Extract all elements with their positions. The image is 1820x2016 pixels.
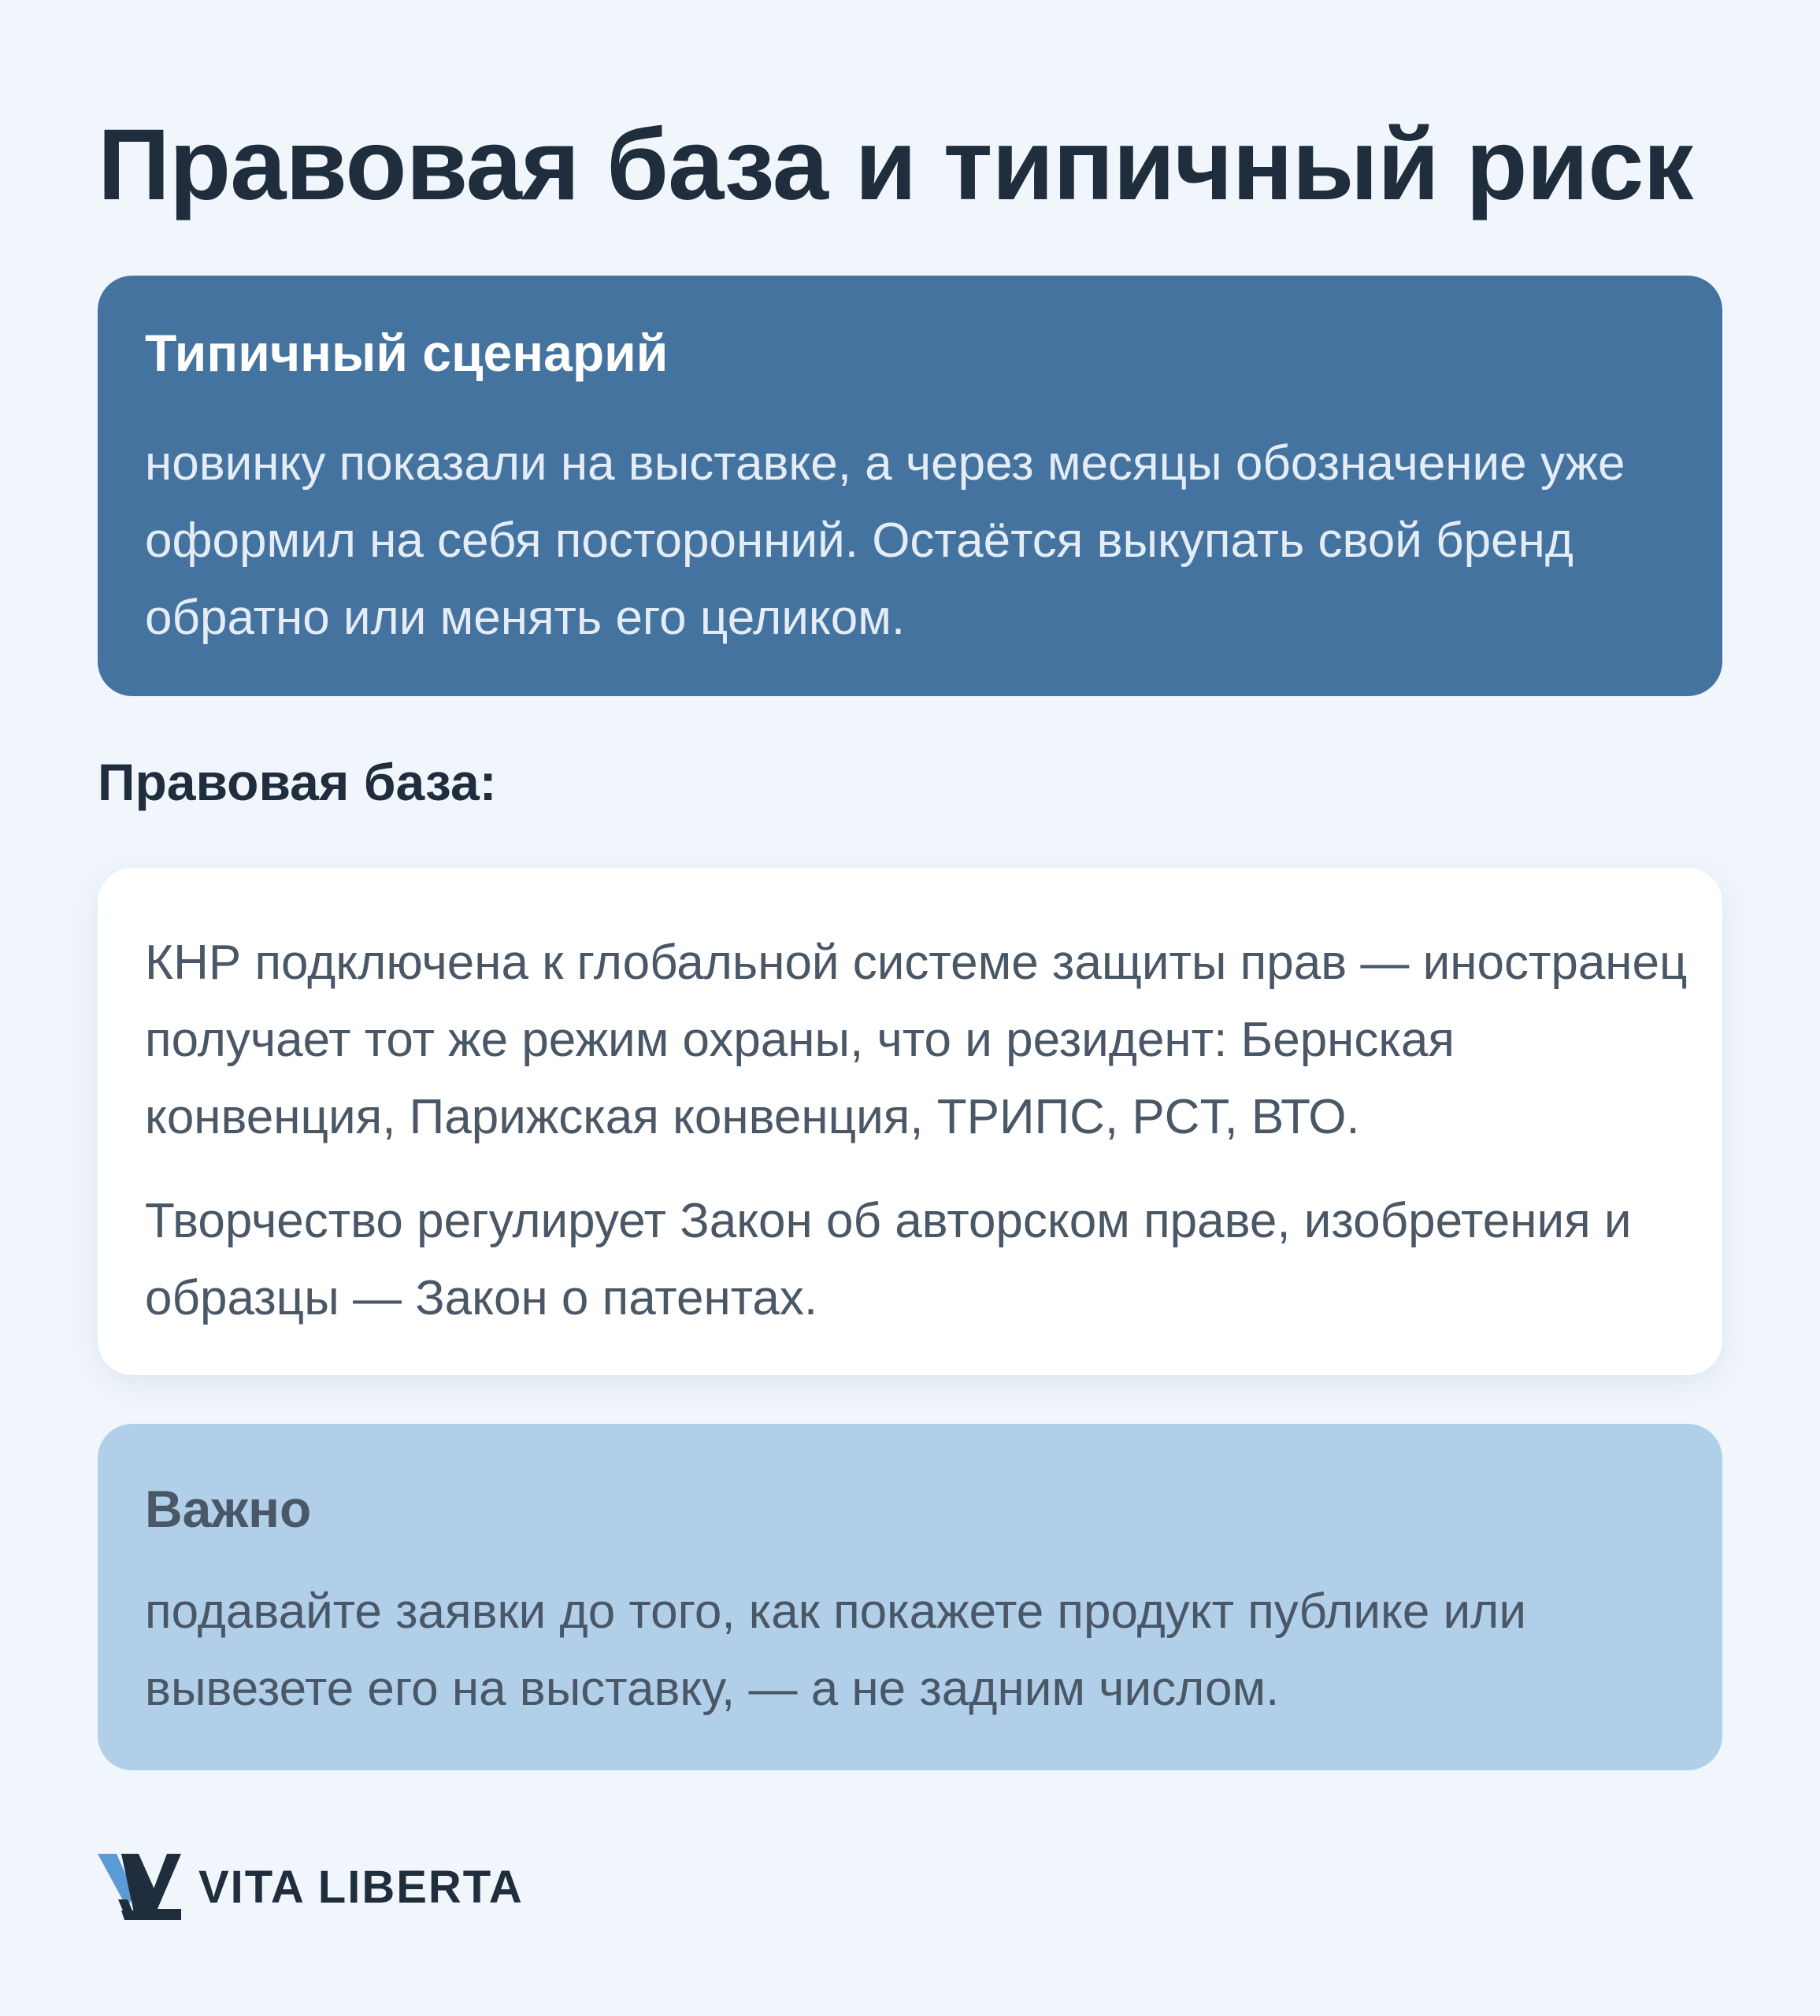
important-title: Важно bbox=[145, 1480, 312, 1538]
scenario-title: Типичный сценарий bbox=[145, 324, 669, 382]
brand-footer bbox=[98, 1854, 524, 1920]
important-text: подавайте заявки до того, как покажете продукт публике или вывезете его на выставку, — а не задним числом. bbox=[145, 1584, 1526, 1716]
vl-monogram-icon bbox=[98, 1854, 181, 1920]
scenario-text: новинку показали на выставке, а через месяцы обозначение уже оформил на себя посторонний. Остаётся выкупать свой бренд обратно или менять его целиком. bbox=[145, 436, 1625, 645]
legal-basis-heading: Правовая база: bbox=[98, 753, 497, 811]
legal-basis-paragraph-2: Творчество регулирует Закон об авторском праве, изобретения и образцы — Закон о патентах. bbox=[145, 1194, 1632, 1325]
important-card bbox=[98, 1424, 1722, 1770]
page-title: Правовая база и типичный риск bbox=[98, 109, 1693, 221]
legal-basis-paragraph-1: КНР подключена к глобальной системе защиты прав — иностранец получает тот же режим охраны, что и резидент: Бернская конвенция, Парижская конвенция, ТРИПС, PCT, ВТО. bbox=[145, 936, 1688, 1144]
scenario-card bbox=[98, 276, 1722, 696]
brand-name: VITA LIBERTA bbox=[198, 1861, 524, 1913]
legal-basis-card bbox=[98, 868, 1722, 1375]
